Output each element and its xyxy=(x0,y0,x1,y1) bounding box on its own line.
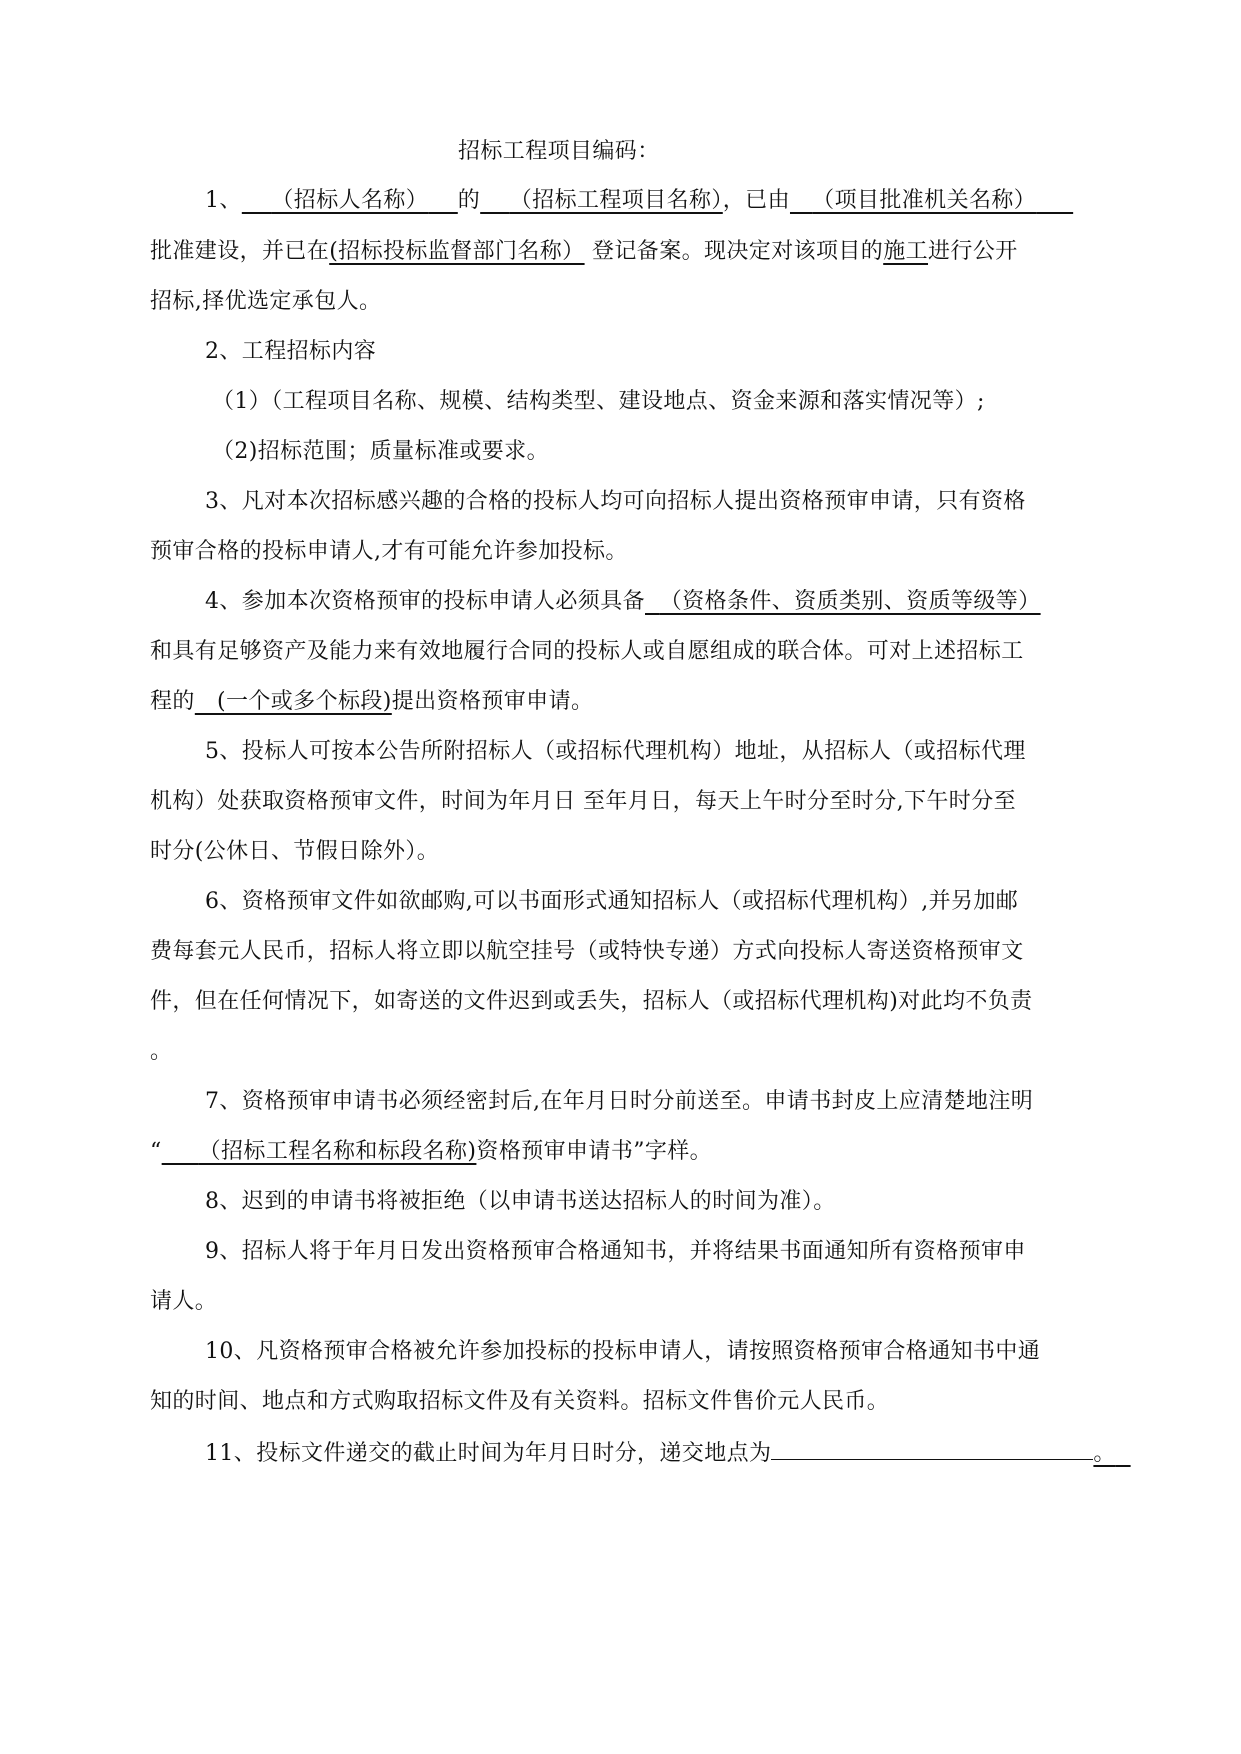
approval-authority-field: （项目批准机关名称） xyxy=(812,188,1037,213)
paragraph-4-line-2: 和具有足够资产及能力来有效地履行合同的投标人或自愿组成的联合体。可对上述招标工 xyxy=(150,639,1024,664)
paragraph-3-line-2: 预审合格的投标申请人,才有可能允许参加投标。 xyxy=(150,539,628,564)
paragraph-7-line-1: 7、资格预审申请书必须经密封后,在年月日时分前送至。申请书封皮上应清楚地注明 xyxy=(205,1089,1034,1114)
paragraph-9-line-1: 9、招标人将于年月日发出资格预审合格通知书，并将结果书面通知所有资格预审申 xyxy=(205,1239,1026,1264)
paragraph-2-title: 2、工程招标内容 xyxy=(205,339,377,364)
paragraph-5-line-3: 时分(公休日、节假日除外）。 xyxy=(150,839,440,864)
lot-field: (一个或多个标段) xyxy=(217,689,392,714)
submission-location-blank xyxy=(771,1437,1093,1460)
open-quote: “ xyxy=(150,1139,162,1164)
text-project-of: 程的 xyxy=(150,689,195,714)
text-registered: 登记备案。现决定对该项目的 xyxy=(592,239,884,264)
paragraph-1-line-1 xyxy=(205,186,1073,216)
paragraph-6-line-1: 6、资格预审文件如欲邮购,可以书面形式通知招标人（或招标代理机构）,并另加邮 xyxy=(205,889,1019,914)
supervision-dept-field: (招标投标监督部门名称） xyxy=(329,239,585,264)
paragraph-10-line-1: 10、凡资格预审合格被允许参加投标的投标申请人，请按照资格预审合格通知书中通 xyxy=(205,1339,1041,1364)
paragraph-6-line-2: 费每套元人民币，招标人将立即以航空挂号（或特快专递）方式向投标人寄送资格预审文 xyxy=(150,939,1024,964)
qualification-field: （资格条件、资质类别、资质等级等） xyxy=(659,589,1041,614)
paragraph-3-line-1: 3、凡对本次招标感兴趣的合格的投标人均可向招标人提出资格预审申请，只有资格 xyxy=(205,489,1026,514)
paragraph-4-line-3 xyxy=(150,687,593,717)
paragraph-8: 8、迟到的申请书将被拒绝（以申请书送达招标人的时间为准）。 xyxy=(205,1189,836,1214)
paragraph-6-line-3: 件，但在任何情况下，如寄送的文件迟到或丢失，招标人（或招标代理机构)对此均不负责 xyxy=(150,989,1033,1014)
text-application-words: 资格预审申请书”字样。 xyxy=(476,1139,713,1164)
paragraph-11 xyxy=(205,1437,1131,1469)
project-name-field: （招标工程项目名称） xyxy=(509,188,723,213)
tenderer-name-field: （招标人名称） xyxy=(271,188,429,213)
project-lot-name-field: （招标工程名称和标段名称) xyxy=(198,1139,477,1164)
text-must-have: 4、参加本次资格预审的投标申请人必须具备 xyxy=(205,589,645,614)
paragraph-1-line-2 xyxy=(150,237,1018,267)
text-submit-application: 提出资格预审申请。 xyxy=(391,689,594,714)
paragraph-2-item-2: （2)招标范围；质量标准或要求。 xyxy=(212,439,549,464)
text-open: 进行公开 xyxy=(928,239,1018,264)
text-deadline: 11、投标文件递交的截止时间为年月日时分，递交地点为 xyxy=(205,1441,772,1466)
paragraph-7-line-2 xyxy=(150,1137,712,1167)
paragraph-5-line-2: 机构）处获取资格预审文件，时间为年月日 至年月日，每天上午时分至时分,下午时分至 xyxy=(150,789,1016,814)
construction-field: 施工 xyxy=(883,239,929,264)
text-approved-by: ，已由 xyxy=(722,188,790,213)
paragraph-4-line-1 xyxy=(205,587,1041,617)
text-of: 的 xyxy=(457,188,481,213)
paragraph-10-line-2: 知的时间、地点和方式购取招标文件及有关资料。招标文件售价元人民币。 xyxy=(150,1389,890,1414)
paragraph-9-line-2: 请人。 xyxy=(150,1289,218,1314)
project-code-heading: 招标工程项目编码： xyxy=(458,139,660,164)
item-number-1: 1、 xyxy=(205,188,242,213)
paragraph-6-line-4: 。 xyxy=(150,1039,173,1064)
text-approved-build: 批准建设，并已在 xyxy=(150,239,330,264)
period-mark: 。 xyxy=(1093,1441,1116,1466)
paragraph-2-item-1: （1）（工程项目名称、规模、结构类型、建设地点、资金来源和落实情况等）; xyxy=(212,389,985,414)
paragraph-1-line-3: 招标,择优选定承包人。 xyxy=(150,289,382,314)
paragraph-5-line-1: 5、投标人可按本公告所附招标人（或招标代理机构）地址，从招标人（或招标代理 xyxy=(205,739,1026,764)
